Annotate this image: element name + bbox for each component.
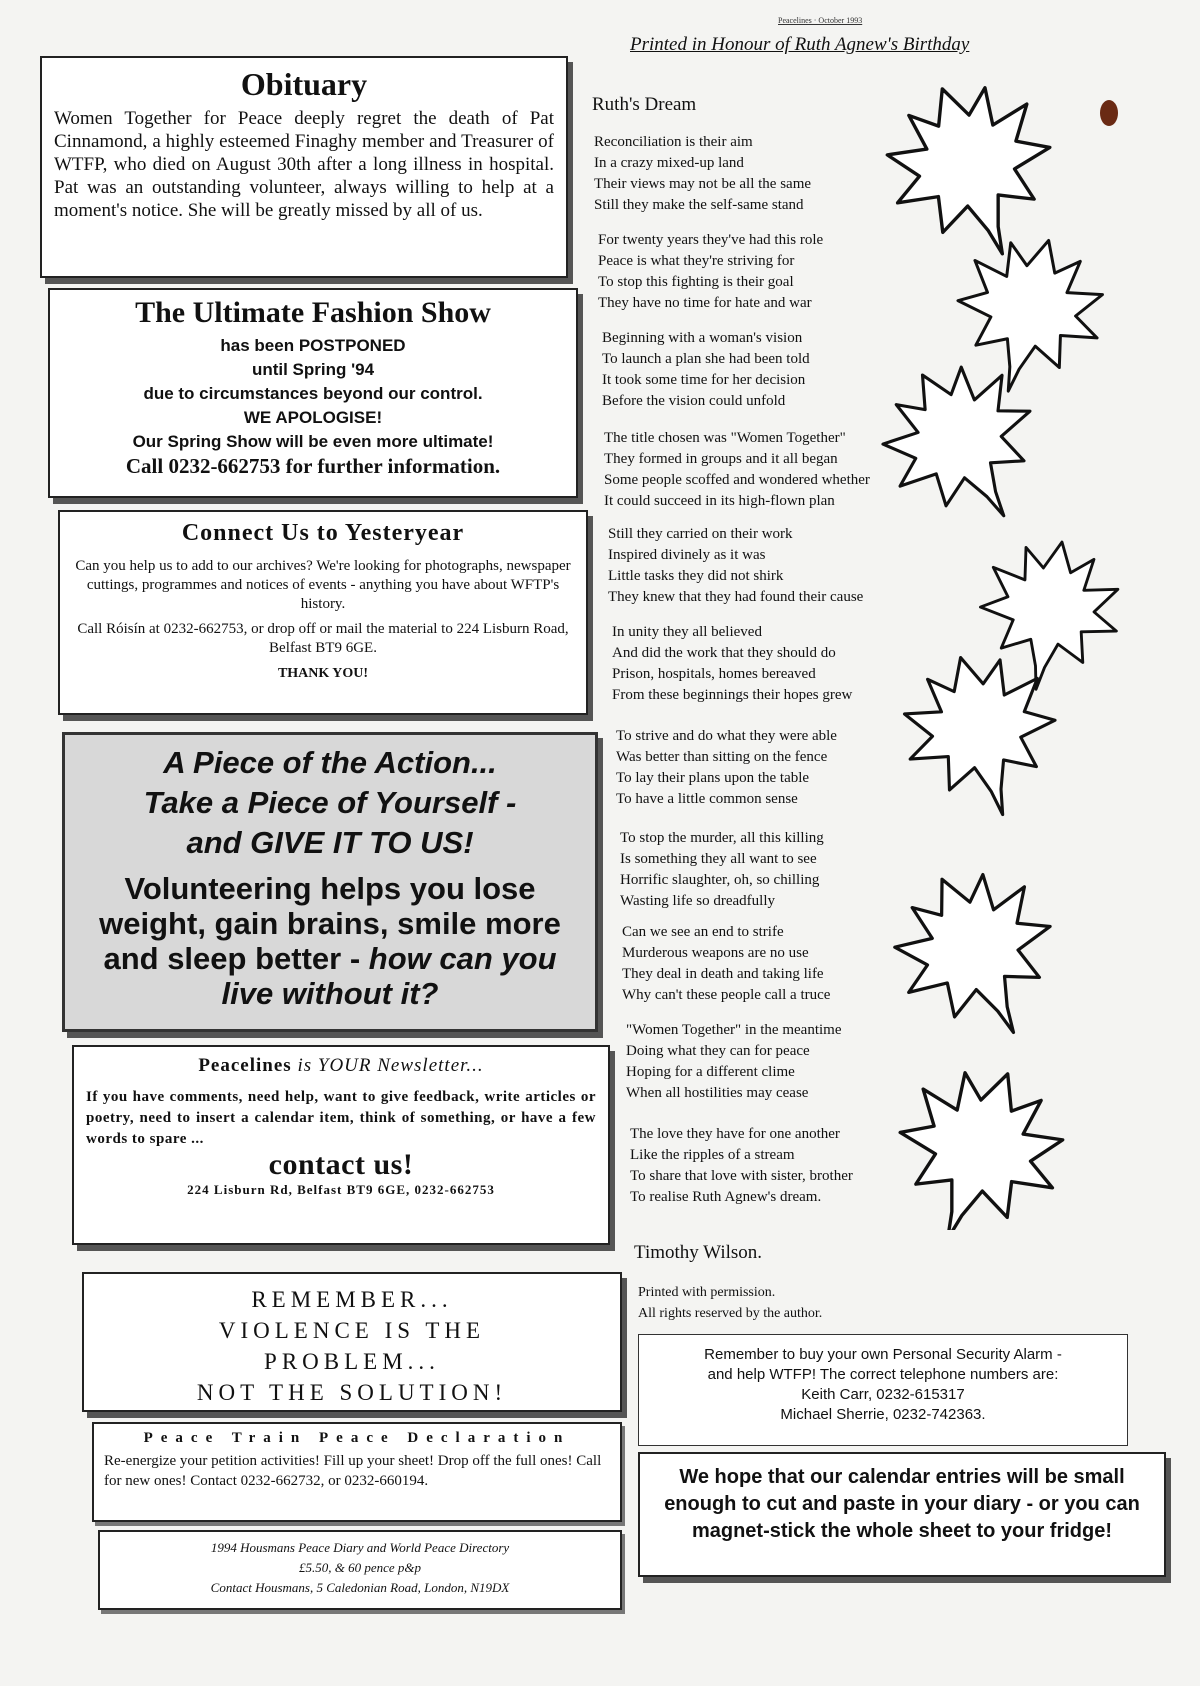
poem-stanza: [604, 428, 870, 512]
poem-line: Hoping for a different clime: [626, 1064, 795, 1080]
poem-line: Before the vision could unfold: [602, 393, 786, 409]
fashion-show-title: The Ultimate Fashion Show: [135, 296, 491, 329]
poem-line: Doing what they can for peace: [626, 1043, 810, 1059]
poem-line: In a crazy mixed-up land: [594, 155, 744, 171]
poem-line: It could succeed in its high-flown plan: [604, 493, 835, 509]
poem-stanza: [602, 328, 810, 412]
poem-line: Their views may not be all the same: [594, 176, 812, 192]
poem-line: To stop this fighting is their goal: [598, 274, 794, 290]
leaf-icon-3: [880, 338, 1069, 554]
alarm-line-3: Keith Carr, 0232-615317: [801, 1386, 965, 1403]
housmans-line-1: 1994 Housmans Peace Diary and World Peace Directory: [210, 1540, 510, 1555]
poem-stanza: [616, 726, 837, 810]
poem-line: They have no time for hate and war: [598, 295, 812, 311]
peacelines-contact: contact us!: [268, 1148, 414, 1181]
poem-line: Peace is what they're striving for: [598, 253, 795, 269]
fashion-line-4: WE APOLOGISE!: [243, 408, 383, 427]
poem-line: Is something they all want to see: [620, 851, 817, 867]
peacelines-title: [86, 1055, 596, 1077]
poem-line: From these beginnings their hopes grew: [612, 687, 853, 703]
poem-line: Murderous weapons are no use: [622, 945, 809, 961]
poem-stanza: [622, 922, 830, 1006]
poem-line: Inspired divinely as it was: [608, 547, 766, 563]
action-line-2: Take a Piece of Yourself -: [143, 785, 517, 820]
poem-line: They knew that they had found their cause: [608, 589, 864, 605]
leaf-icon-7: [880, 1046, 1084, 1230]
poem-line: The love they have for one another: [630, 1126, 840, 1142]
obituary-body: Women Together for Peace deeply regret the death of Pat Cinnamond, a highly esteemed Finaghy member and Treasurer of WTFP, who died on August 30th after a long illness in hospital. Pat was an outstanding volunteer, always willing to help at a moment's notice. She will be greatly missed by all of us.: [54, 108, 554, 221]
poem-line: Prison, hospitals, homes bereaved: [612, 666, 816, 682]
poem-line: "Women Together" in the meantime: [626, 1022, 842, 1038]
leaf-icon-5: [888, 638, 1075, 834]
peacelines-title-c: YOUR: [317, 1055, 372, 1076]
ink-stain: [1100, 100, 1118, 126]
housmans-box: [98, 1530, 622, 1610]
remember-line-2: VIOLENCE IS THE: [218, 1318, 486, 1343]
poem-line: To launch a plan she had been told: [602, 351, 810, 367]
rights-notice: [638, 1282, 822, 1324]
peace-train-body: Re-energize your petition activities! Fill up your sheet! Drop off the full ones! Call for new ones! Contact 0232-662732, or 0232-660194.: [104, 1453, 602, 1489]
corner-note: Peacelines · October 1993: [778, 16, 863, 25]
poem-line: They deal in death and taking life: [622, 966, 824, 982]
connect-thanks: THANK YOU!: [277, 666, 369, 681]
poem-stanza: [612, 622, 852, 706]
poem-line: They formed in groups and it all began: [604, 451, 838, 467]
poem-line: When all hostilities may cease: [626, 1085, 809, 1101]
poem-line: In unity they all believed: [612, 624, 762, 640]
obituary-title: Obituary: [240, 66, 368, 102]
rights-line-2: All rights reserved by the author.: [638, 1306, 823, 1321]
peacelines-title-a: Peacelines: [198, 1055, 292, 1076]
fashion-show-box: [48, 288, 578, 498]
poem-line: To realise Ruth Agnew's dream.: [630, 1189, 822, 1205]
peace-train-box: [92, 1422, 622, 1522]
obituary-box: [40, 56, 568, 278]
poem-line: Like the ripples of a stream: [630, 1147, 795, 1163]
poem-stanza: [630, 1124, 853, 1208]
fashion-line-3: due to circumstances beyond our control.: [143, 384, 483, 403]
poem-stanza: [608, 524, 863, 608]
poem-stanza: [598, 230, 823, 314]
poem-stanza: [594, 132, 811, 216]
peacelines-body: If you have comments, need help, want to give feedback, write articles or poetry, need to insert a calendar item, think of something, or have a few words to spare ...: [86, 1089, 596, 1147]
peace-train-title: Peace Train Peace Declaration: [143, 1430, 571, 1446]
poem-line: Was better than sitting on the fence: [616, 749, 828, 765]
security-alarm-box: [638, 1334, 1128, 1446]
poem-line: To have a little common sense: [616, 791, 798, 807]
peacelines-box: [72, 1045, 610, 1245]
poem-line: Reconciliation is their aim: [594, 134, 753, 150]
remember-line-4: NOT THE SOLUTION!: [196, 1380, 508, 1405]
poem-line: Beginning with a woman's vision: [602, 330, 803, 346]
alarm-line-4: Michael Sherrie, 0232-742363.: [780, 1406, 986, 1423]
poem-line: Some people scoffed and wondered whether: [604, 472, 870, 488]
poem-line: To lay their plans upon the table: [616, 770, 810, 786]
connect-body-1: Can you help us to add to our archives? We're looking for photographs, newspaper cuttings, programmes and notices of events - anything you have about WFTP's history.: [75, 558, 571, 612]
housmans-line-2: £5.50, & 60 pence p&p: [298, 1560, 422, 1575]
action-body-text: Volunteering helps you lose weight, gain brains, smile more and sleep better -: [99, 871, 561, 976]
fashion-line-6: Call 0232-662753 for further information.: [125, 454, 501, 478]
poem-line: Little tasks they did not shirk: [608, 568, 784, 584]
poem-line: Still they make the self-same stand: [594, 197, 804, 213]
piece-of-action-box: [62, 732, 598, 1032]
alarm-line-1: Remember to buy your own Personal Security Alarm -: [704, 1346, 1062, 1363]
poem-stanza: [620, 828, 824, 912]
poem-line: The title chosen was "Women Together": [604, 430, 846, 446]
action-body-italic: how can you live without it?: [221, 941, 557, 1011]
action-body: [75, 871, 585, 1011]
poem-line: For twenty years they've had this role: [598, 232, 824, 248]
poem-line: To share that love with sister, brother: [630, 1168, 853, 1184]
peacelines-title-b: is: [297, 1055, 313, 1076]
connect-yesteryear-box: [58, 510, 588, 715]
page-header: Printed in Honour of Ruth Agnew's Birthday: [630, 34, 970, 55]
housmans-line-3: Contact Housmans, 5 Caledonian Road, London, N19DX: [210, 1580, 510, 1595]
connect-body-2: Call Róisín at 0232-662753, or drop off or mail the material to 224 Lisburn Road, Belfast BT9 6GE.: [77, 621, 569, 656]
calendar-note: We hope that our calendar entries will be small enough to cut and paste in your diary - or you can magnet-stick the whole sheet to your fridge!: [664, 1466, 1140, 1542]
poem-title: Ruth's Dream: [592, 94, 697, 115]
leaf-icon-6: [880, 846, 1084, 1065]
fashion-line-1: has been POSTPONED: [220, 336, 406, 355]
remember-line-1: REMEMBER...: [251, 1287, 453, 1312]
rights-line-1: Printed with permission.: [638, 1285, 776, 1300]
connect-title: Connect Us to Yesteryear: [181, 520, 465, 546]
peacelines-title-d: Newsletter...: [377, 1055, 484, 1076]
poem-line: To stop the murder, all this killing: [620, 830, 824, 846]
poem-line: Can we see an end to strife: [622, 924, 784, 940]
fashion-line-2: until Spring '94: [251, 360, 375, 379]
poem-line: It took some time for her decision: [602, 372, 806, 388]
remember-line-3: PROBLEM...: [264, 1349, 440, 1374]
maple-leaves-decoration: [880, 70, 1140, 1230]
action-line-3: and GIVE IT TO US!: [186, 825, 474, 860]
poem-stanza: [626, 1020, 842, 1104]
poem-line: Why can't these people call a truce: [622, 987, 831, 1003]
action-line-1: A Piece of the Action...: [163, 745, 497, 780]
poem-line: Horrific slaughter, oh, so chilling: [620, 872, 820, 888]
remember-box: [82, 1272, 622, 1412]
poem-line: Wasting life so dreadfully: [620, 893, 776, 909]
alarm-line-2: and help WTFP! The correct telephone numbers are:: [707, 1366, 1059, 1383]
poem-line: And did the work that they should do: [612, 645, 836, 661]
calendar-note-box: [638, 1452, 1166, 1577]
poem-line: To strive and do what they were able: [616, 728, 837, 744]
fashion-line-5: Our Spring Show will be even more ultimate!: [132, 432, 494, 451]
poem-line: Still they carried on their work: [608, 526, 793, 542]
poem-author: Timothy Wilson.: [634, 1242, 763, 1263]
peacelines-address: 224 Lisburn Rd, Belfast BT9 6GE, 0232-662753: [187, 1182, 495, 1197]
